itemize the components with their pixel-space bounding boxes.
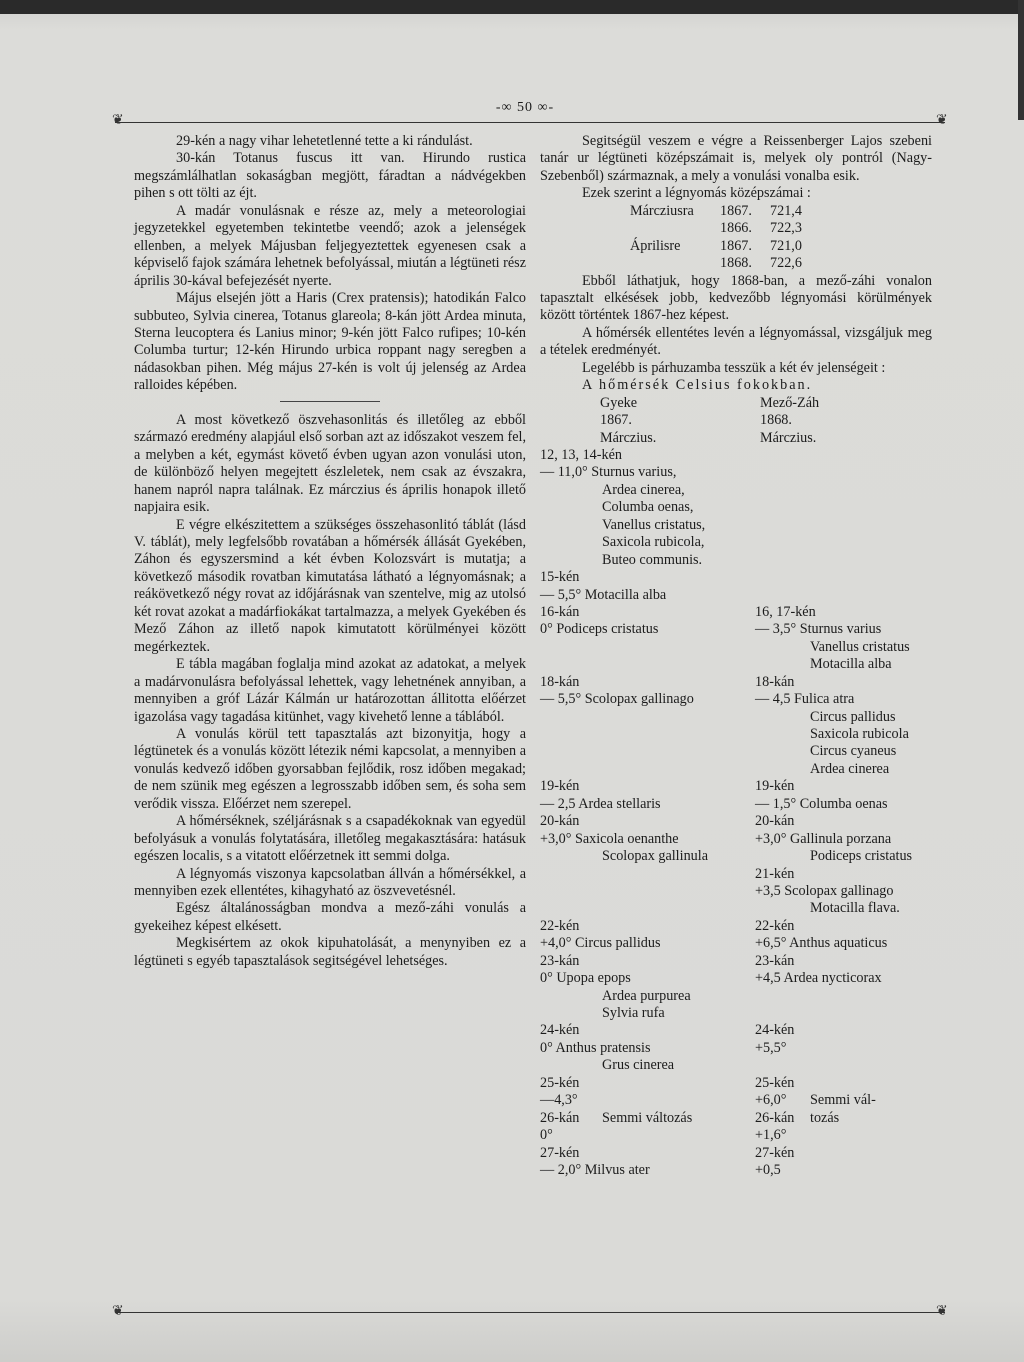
pressure-year: 1867. [720, 202, 752, 219]
table-cell: — 11,0° Sturnus varius, [540, 464, 677, 481]
table-cell: 26-kán [755, 1109, 795, 1126]
header-gyeke: Gyeke [600, 394, 638, 411]
table-row [540, 935, 932, 952]
table-row [540, 482, 932, 499]
temperature-table [540, 447, 932, 1179]
paragraph: A légnyomás viszonya kapcsolatban állván a hőmérsékkel, a mennyiben ezek ellentétes, kihagyható az öszvevetésnél. [134, 865, 526, 900]
table-cell: 25-kén [755, 1074, 795, 1091]
table-header-row [540, 412, 932, 429]
pressure-year: 1866. [720, 220, 752, 237]
table-cell: Motacilla flava. [810, 900, 900, 917]
table-row [540, 778, 932, 795]
table-cell: 23-kán [540, 952, 580, 969]
table-cell: +6,0° [755, 1092, 787, 1109]
table-cell: — 5,5° Motacilla alba [540, 586, 667, 603]
table-cell: 22-kén [540, 917, 580, 934]
table-row [540, 569, 932, 586]
table-cell: 16, 17-kén [755, 603, 816, 620]
table-cell: 18-kán [540, 673, 580, 690]
paragraph: A hőmérséknek, széljárásnak s a csapadékoknak van egyedül befolyásuk a vonulás folytatására, illetőleg megakasztására: hatásuk egészen localis, s a vitatott előérzetnek itt semmi dolga. [134, 813, 526, 865]
table-row [540, 1075, 932, 1092]
table-cell: 20-kán [755, 813, 795, 830]
table-cell: Buteo communis. [602, 551, 703, 568]
pressure-row [540, 220, 932, 237]
header-rule [115, 122, 945, 123]
scan-edge-right [1018, 0, 1024, 120]
paragraph: A vonulás körül tett tapasztalás azt bizonyitja, hogy a légtünetek és a vonulás között létezik némi kapcsolat, a mennyiben a vonulás kedvező időben gyorsabban fejlődik, rosz időben megakad; de nem szünik meg egészen a legrosszabb időben sem, és soha sem verődik vissza. Előérzet nem szerepel. [134, 725, 526, 812]
table-cell: Podiceps cristatus [810, 848, 913, 865]
table-cell: Ardea cinerea, [602, 481, 685, 498]
table-cell: 15-kén [540, 569, 580, 586]
left-column [134, 133, 526, 970]
table-cell: Grus cinerea [602, 1057, 675, 1074]
table-cell: Motacilla alba [810, 656, 892, 673]
table-cell: — 5,5° Scolopax gallinago [540, 691, 694, 708]
table-cell: +4,0° Circus pallidus [540, 935, 661, 952]
table-row [540, 674, 932, 691]
paragraph: Május elsején jött a Haris (Crex pratensis); hatodikán Falco subbuteo, Sylvia cinerea, Totanus glareola; 8-kán jött Ardea minuta, Sterna leucoptera és Lanius minor; 9-kén jött Falco rufipes; 10-kén Columba turtur; 12-kén Hirundo urbica roppant nagy seregben a nádasokban pihen. Még május 27-kén is volt új jelenség az Ardea ralloides képében. [134, 290, 526, 394]
table-cell: 20-kán [540, 813, 580, 830]
pressure-row [540, 238, 932, 255]
table-row [540, 743, 932, 760]
table-cell: +0,5 [755, 1161, 781, 1178]
table-row [540, 761, 932, 778]
table-row [540, 918, 932, 935]
table-cell: +4,5 Ardea nycticorax [755, 970, 882, 987]
table-row [540, 709, 932, 726]
table-cell: 24-kén [540, 1022, 580, 1039]
table-cell: Ardea cinerea [810, 760, 890, 777]
table-cell: +3,0° Saxicola oenanthe [540, 830, 679, 847]
table-cell: Columba oenas, [602, 499, 694, 516]
table-cell: Semmi változás [602, 1109, 693, 1126]
table-row [540, 970, 932, 987]
table-cell: tozás [810, 1109, 840, 1126]
table-cell: 18-kán [755, 673, 795, 690]
table-row [540, 499, 932, 516]
table-row [540, 621, 932, 638]
table-cell: — 4,5 Fulica atra [755, 691, 855, 708]
header-gyeke: 1867. [600, 412, 632, 429]
corner-ornament-top-left: ❦ [112, 113, 124, 128]
table-cell: Circus pallidus [810, 708, 896, 725]
paragraph: A most következő öszvehasonlitás és illetőleg az ebből származó eredmény alapjául első sorban azt az időszakot veszem fel, a melyben a két, egymást követő évben ugyan azon vonulási uton, de különböző helyen megejtett észleletek, nem csak az évszakra, hanem napról napra találnak. Ez márczius és április honapok illető napjaira esik. [134, 411, 526, 516]
header-mezozah: Mező-Záh [760, 394, 820, 411]
table-row [540, 813, 932, 830]
table-cell: +3,0° Gallinula porzana [755, 830, 892, 847]
paragraph: Megkisértem az okok kipuhatolását, a menynyiben ez a légtüneti s egyéb tapasztalások segitségével lehetséges. [134, 935, 526, 969]
paragraph: E tábla magában foglalja mind azokat az adatokat, a melyek a madárvonulásra befolyással lehettek, vagy lehetnének annyiban, a mennyiben a gróf Lázár Kálmán ur határozottan állitotta előérzet igazolása vagy tagadása kitünhet, vagy kivehető lenne a táblából. [134, 656, 526, 725]
table-row [540, 691, 932, 708]
table-row [540, 1005, 932, 1022]
table-cell: 0° Anthus pratensis [540, 1039, 651, 1056]
table-row [540, 866, 932, 883]
table-cell: 16-kán [540, 603, 580, 620]
table-cell: — 3,5° Sturnus varius [755, 621, 882, 638]
pressure-value: 722,6 [770, 255, 802, 272]
table-row [540, 447, 932, 464]
table-cell: +3,5 Scolopax gallinago [755, 882, 894, 899]
table-row [540, 1127, 932, 1144]
pressure-month: Márcziusra [630, 202, 694, 219]
table-cell: —4,3° [540, 1092, 578, 1109]
table-title: A hőmérsék Celsius fokokban. [582, 377, 813, 394]
table-cell: 21-kén [755, 865, 795, 882]
table-row [540, 517, 932, 534]
scan-edge-top [0, 0, 1024, 14]
pressure-month: Áprilisre [630, 237, 681, 254]
table-row [540, 848, 932, 865]
paragraph: Legelébb is párhuzamba tesszük a két év jelenségeit : [582, 359, 886, 376]
table-cell: Scolopax gallinula [602, 848, 708, 865]
table-cell: 19-kén [755, 778, 795, 795]
table-cell: — 2,5 Ardea stellaris [540, 795, 661, 812]
header-mezozah: 1868. [760, 412, 792, 429]
pressure-row [540, 255, 932, 272]
table-cell: +5,5° [755, 1039, 787, 1056]
table-cell: 0° Upopa epops [540, 970, 631, 987]
pressure-value: 721,0 [770, 237, 802, 254]
table-cell: 26-kán [540, 1109, 580, 1126]
right-column [540, 133, 932, 1179]
table-row [540, 1145, 932, 1162]
table-cell: 23-kán [755, 952, 795, 969]
table-cell: Semmi vál- [810, 1092, 876, 1109]
table-row [540, 587, 932, 604]
paragraph: Ebből láthatjuk, hogy 1868-ban, a mező-záhi vonalon tapasztalt elkésések jobb, kedvezőbb légnyomási körülmények között történtek 1867-hez képest. [540, 272, 932, 324]
pressure-value: 722,3 [770, 220, 802, 237]
paragraph: 29-kén a nagy vihar lehetetlenné tette a ki rándulást. [176, 133, 473, 149]
table-cell: Circus cyaneus [810, 743, 897, 760]
table-row [540, 796, 932, 813]
table-row [540, 1022, 932, 1039]
table-cell: Vanellus cristatus [810, 638, 910, 655]
table-cell: Sylvia rufa [602, 1005, 665, 1022]
table-cell: Saxicola rubicola [810, 726, 909, 743]
section-divider [280, 401, 380, 402]
footer-rule [115, 1312, 945, 1313]
temperature-table-header [540, 395, 932, 447]
table-header-row [540, 395, 932, 412]
table-cell: Ardea purpurea [602, 987, 691, 1004]
paragraph: Ezek szerint a légnyomás középszámai : [582, 185, 811, 202]
table-cell: 25-kén [540, 1074, 580, 1091]
header-gyeke: Márczius. [600, 429, 657, 446]
table-cell: — 1,5° Columba oenas [755, 795, 888, 812]
table-cell: 12, 13, 14-kén [540, 447, 622, 464]
table-row [540, 1162, 932, 1179]
table-row [540, 656, 932, 673]
table-cell: — 2,0° Milvus ater [540, 1161, 650, 1178]
table-row [540, 726, 932, 743]
table-row [540, 534, 932, 551]
table-cell: Vanellus cristatus, [602, 516, 706, 533]
paragraph: Egész általánosságban mondva a mező-záhi vonulás a gyekeihez képest elkésett. [134, 900, 526, 934]
table-row [540, 1092, 932, 1109]
table-row [540, 900, 932, 917]
pressure-year: 1867. [720, 237, 752, 254]
table-row [540, 552, 932, 569]
table-cell: 0° Podiceps cristatus [540, 621, 659, 638]
pressure-year: 1868. [720, 255, 752, 272]
table-row [540, 639, 932, 656]
table-cell: Saxicola rubicola, [602, 534, 705, 551]
corner-ornament-top-right: ❦ [936, 113, 948, 128]
table-cell: +1,6° [755, 1127, 787, 1144]
page-number: -∞ 50 ∞- [495, 100, 555, 115]
table-row [540, 988, 932, 1005]
table-cell: 0° [540, 1127, 553, 1144]
table-cell: 27-kén [755, 1144, 795, 1161]
table-cell: 24-kén [755, 1022, 795, 1039]
table-cell: 27-kén [540, 1144, 580, 1161]
pressure-value: 721,4 [770, 202, 802, 219]
table-cell: 22-kén [755, 917, 795, 934]
paragraph: 30-kán Totanus fuscus itt van. Hirundo rustica megszámlálhatlan sokaságban megjött, fáradtan a nádvégekben pihen s ott tölti az éjt. [134, 150, 526, 202]
pressure-table [540, 203, 932, 273]
paragraph: A madár vonulásnak e része az, mely a meteorologiai jegyzetekkel egyetemben tekintetbe veendő; azok a jelenségek ellenben, a melyek Májusban feljegyeztettek egyenesen csak a képviselő fajok számára lehetnek befolyással, miután a légtüneti rész április 30-kával befejezését nyerte. [134, 202, 526, 289]
table-row [540, 831, 932, 848]
table-row [540, 464, 932, 481]
table-row [540, 1040, 932, 1057]
paragraph: A hőmérsék ellentétes levén a légnyomással, vizsgáljuk meg a tételek eredményét. [540, 324, 932, 359]
pressure-row [540, 203, 932, 220]
table-cell: 19-kén [540, 778, 580, 795]
corner-ornament-bottom-right: ❦ [936, 1304, 948, 1319]
paragraph: E végre elkészitettem a szükséges összehasonlitó táblát (lásd V. táblát), mely legfelsőbb rovatában a hőmérsék állását Gyekében, Záhon és egyszersmind a két évben Kolozsvárt is mutatja; a következő második rovatban kimutatása látható a légnyomásnak; a reákövetkező négy rovat az időjárásnak van szentelve, mig az utolsó két rovat azokat a madárfiokákat tartalmazza, a melyek Gyekében és Mező Záhon az illető napok kimutatott körülményei között megérkeztek. [134, 516, 526, 655]
table-row [540, 953, 932, 970]
table-header-row [540, 430, 932, 447]
table-row [540, 883, 932, 900]
paragraph: Segitségül veszem e végre a Reissenberger Lajos szebeni tanár ur légtüneti középszámait is, melyek oly pontról (Nagy-Szebenből) származnak, a mely a vonulási vonalba esik. [540, 133, 932, 184]
table-cell: +6,5° Anthus aquaticus [755, 935, 888, 952]
table-row [540, 1057, 932, 1074]
corner-ornament-bottom-left: ❦ [112, 1304, 124, 1319]
table-row [540, 1110, 932, 1127]
table-row [540, 604, 932, 621]
header-mezozah: Márczius. [760, 429, 817, 446]
